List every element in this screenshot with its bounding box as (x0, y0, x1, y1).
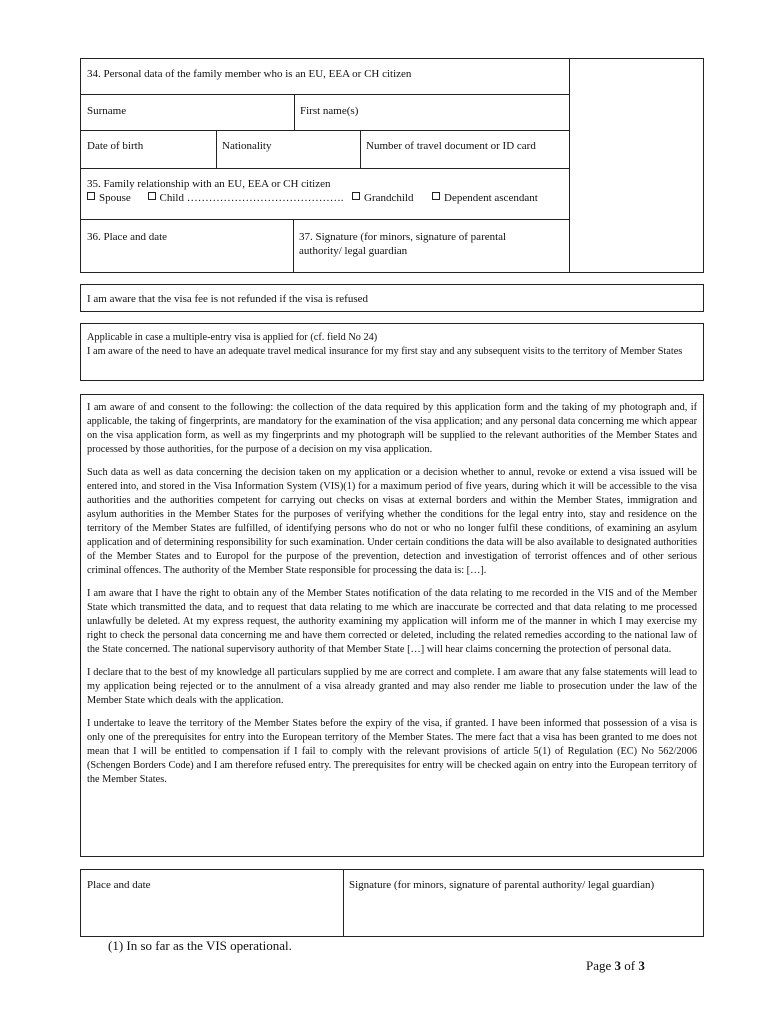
nationality-field[interactable]: Nationality (222, 140, 272, 152)
table-divider (80, 168, 570, 169)
table-divider (294, 94, 295, 130)
first-names-field[interactable]: First name(s) (300, 105, 359, 117)
grandchild-label: Grandchild (364, 192, 414, 204)
table-divider (80, 94, 570, 95)
page-of: of (621, 958, 639, 973)
page-prefix: Page (586, 958, 615, 973)
table-divider (293, 219, 294, 273)
consent-paragraph-2: Such data as well as data concerning the decision taken on my application or a decision whether to annul, revoke or extend a visa issued will be entered into, and stored in the Visa Information System (VIS)(1) for a maximum period of five years, during which it will be accessible to the visa authorities and the authorities competent for carrying out checks on visas at external borders and within the Member States, immigration and asylum authorities in the Member States for the purposes of verifying whether the conditions for the legal entry into, stay and residence on the territory of the Member States are fulfilled, of identifying persons who do not or who no longer fulfil these conditions, of examining an asylum application and of determining responsibility for such examination. Under certain conditions the data will be also available to designated authorities of the Member States and to Europol for the purpose of the prevention, detection and investigation of terrorist offences and of other serious criminal offences. The authority of the Member State responsible for processing the data is: […]. (87, 467, 697, 576)
section-34-title: 34. Personal data of the family member who is an EU, EEA or CH citizen (87, 68, 412, 80)
table-divider (343, 869, 344, 937)
table-divider (216, 130, 217, 168)
dependent-ascendant-option[interactable] (432, 191, 538, 205)
multiple-entry-line1: Applicable in case a multiple-entry visa is applied for (cf. field No 24) (87, 332, 378, 343)
section-35-title: 35. Family relationship with an EU, EEA or CH citizen (87, 178, 331, 190)
fee-notice-text: I am aware that the visa fee is not refunded if the visa is refused (87, 293, 369, 305)
child-option[interactable] (148, 192, 344, 204)
footnote: (1) In so far as the VIS operational. (108, 938, 292, 953)
spouse-option[interactable] (87, 192, 131, 204)
consent-paragraph-4: I declare that to the best of my knowledge all particulars supplied by me are correct and complete. I am aware that any false statements will lead to my application being rejected or to the annulment of a visa already granted and may also render me liable to prosecution under the law of the Member State which deals with the application. (87, 667, 697, 706)
table-divider (80, 219, 570, 220)
consent-paragraph-1: I am aware of and consent to the following: the collection of the data required by this application form and the taking of my photograph and, if applicable, the taking of fingerprints, are mandatory for the examination of the visa application; and any personal data concerning me which appear on the visa application form, as well as my fingerprints and my photograph will be supplied to the relevant authorities of the Member States and processed by those authorities, for the purpose of a decision on my visa application. (87, 402, 697, 455)
date-of-birth-field[interactable]: Date of birth (87, 140, 144, 152)
table-divider (80, 130, 570, 131)
checkbox-icon[interactable] (87, 192, 95, 200)
table-divider (569, 58, 570, 273)
signature-label-line2: authority/ legal guardian (299, 245, 408, 257)
spouse-label: Spouse (99, 192, 131, 204)
page-total: 3 (638, 958, 645, 973)
multiple-entry-line2: I am aware of the need to have an adequate travel medical insurance for my first stay and any subsequent visits to the territory of Member States (87, 346, 683, 357)
signature-label-line1: 37. Signature (for minors, signature of parental (299, 231, 507, 243)
relationship-options (87, 191, 343, 205)
place-and-date-field[interactable]: 36. Place and date (87, 231, 168, 243)
page-number (586, 958, 645, 974)
consent-text (87, 401, 697, 796)
signature-field-label[interactable] (299, 230, 506, 258)
child-label: Child ……………………………………. (159, 192, 344, 204)
bottom-place-date-field[interactable]: Place and date (87, 879, 151, 891)
surname-field[interactable]: Surname (87, 105, 127, 117)
grandchild-option[interactable] (352, 191, 413, 205)
checkbox-icon[interactable] (352, 192, 360, 200)
consent-paragraph-5: I undertake to leave the territory of the Member States before the expiry of the visa, if granted. I have been informed that possession of a visa is only one of the prerequisites for entry into the European territory of the Member States. The mere fact that a visa has been granted to me does not mean that I will be entitled to compensation if I fail to comply with the relevant provisions of article 5(1) of Regulation (EC) No 562/2006 (Schengen Borders Code) and I am therefore refused entry. The prerequisites for entry will be checked again on entry into the European territory of the Member States. (87, 718, 697, 785)
bottom-signature-field[interactable]: Signature (for minors, signature of parental authority/ legal guardian) (349, 879, 655, 891)
table-divider (360, 130, 361, 168)
consent-paragraph-3: I am aware that I have the right to obtain any of the Member States notification of the data relating to me recorded in the VIS and of the Member State which transmitted the data, and to request that data relating to me which are inaccurate be corrected and that data relating to me processed unlawfully be deleted. At my express request, the authority examining my application will inform me of the manner in which I may exercise my right to check the personal data concerning me and have them corrected or deleted, including the related remedies according to the national law of the State concerned. The national supervisory authority of that Member State […] will hear claims concerning the protection of personal data. (87, 588, 697, 655)
dependent-label: Dependent ascendant (444, 192, 538, 204)
checkbox-icon[interactable] (148, 192, 156, 200)
page-current: 3 (614, 958, 622, 973)
travel-document-field[interactable]: Number of travel document or ID card (366, 140, 536, 152)
checkbox-icon[interactable] (432, 192, 440, 200)
